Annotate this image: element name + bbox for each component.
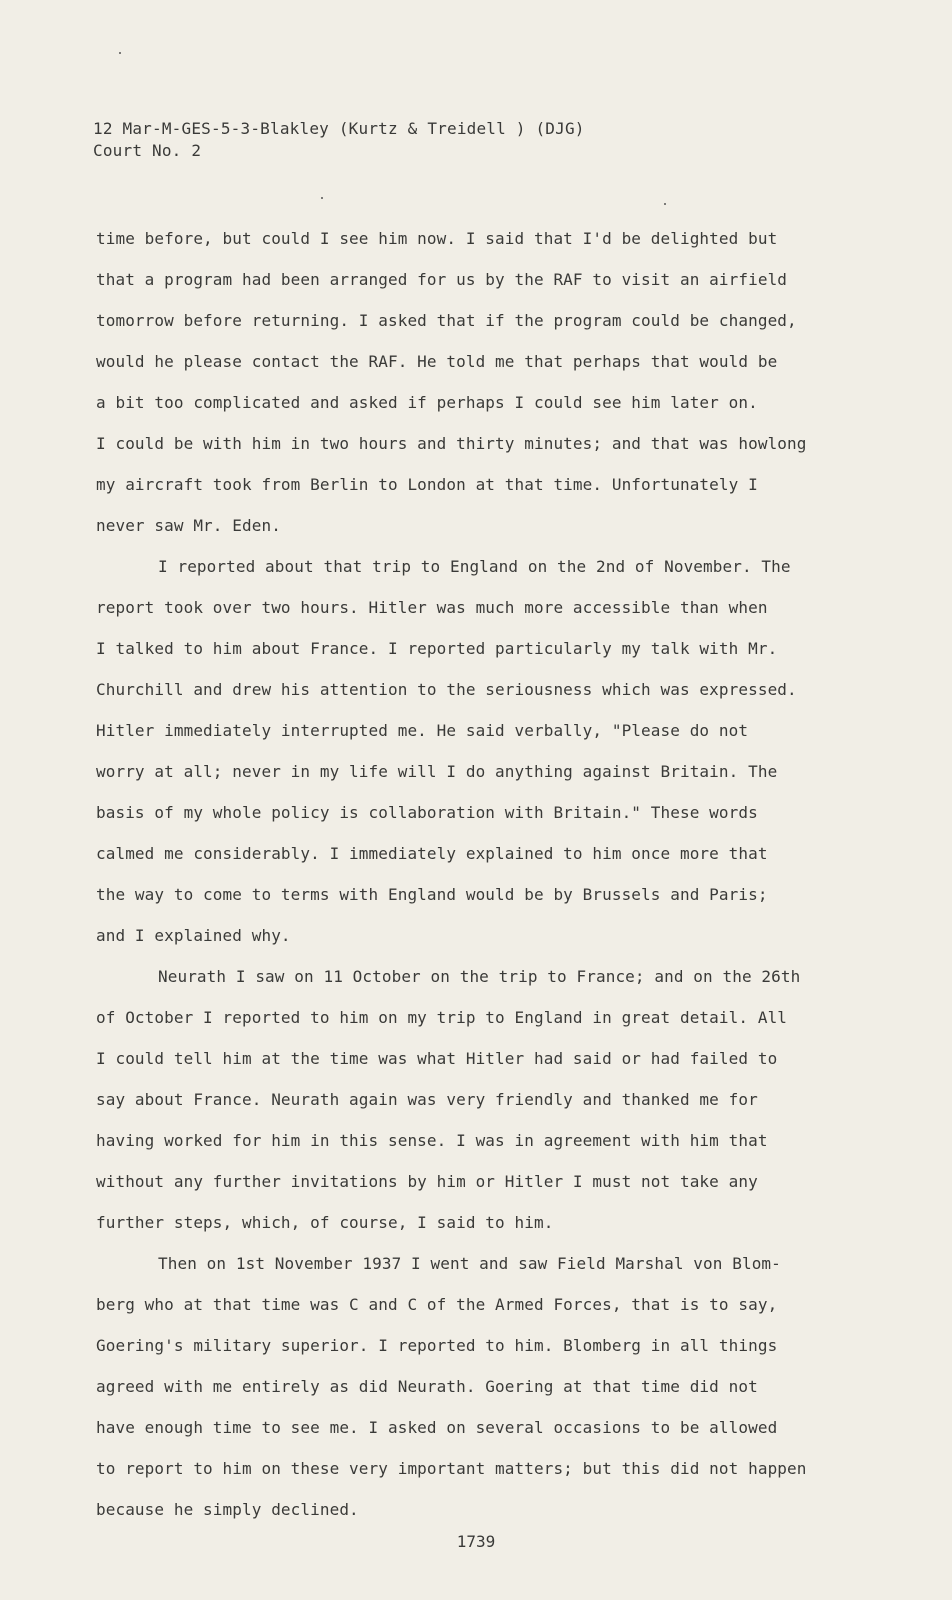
text-line: Then on 1st November 1937 I went and saw Field Marshal von Blom- bbox=[158, 1254, 781, 1273]
text-line: basis of my whole policy is collaboration with Britain." These words bbox=[96, 803, 758, 822]
paragraph bbox=[96, 1243, 856, 1530]
text-line: further steps, which, of course, I said to him. bbox=[96, 1213, 554, 1232]
text-line: worry at all; never in my life will I do anything against Britain. The bbox=[96, 762, 778, 781]
text-line: I reported about that trip to England on the 2nd of November. The bbox=[158, 557, 791, 576]
text-line: calmed me considerably. I immediately explained to him once more that bbox=[96, 844, 768, 863]
header-case-line: 12 Mar-M-GES-5-3-Blakley (Kurtz & Treidell ) (DJG) bbox=[93, 119, 585, 138]
paper-speck bbox=[321, 197, 323, 199]
text-line: of October I reported to him on my trip to England in great detail. All bbox=[96, 1008, 788, 1027]
text-line: have enough time to see me. I asked on several occasions to be allowed bbox=[96, 1418, 778, 1437]
text-line: would he please contact the RAF. He told me that perhaps that would be bbox=[96, 352, 778, 371]
text-line: my aircraft took from Berlin to London at that time. Unfortunately I bbox=[96, 475, 758, 494]
text-line: having worked for him in this sense. I was in agreement with him that bbox=[96, 1131, 768, 1150]
text-line: Churchill and drew his attention to the seriousness which was expressed. bbox=[96, 680, 797, 699]
paper-speck bbox=[664, 203, 666, 205]
text-line: because he simply declined. bbox=[96, 1500, 359, 1519]
text-line: berg who at that time was C and C of the Armed Forces, that is to say, bbox=[96, 1295, 778, 1314]
text-line: the way to come to terms with England would be by Brussels and Paris; bbox=[96, 885, 768, 904]
text-line: Hitler immediately interrupted me. He said verbally, "Please do not bbox=[96, 721, 749, 740]
document-body bbox=[96, 218, 856, 1530]
text-line: and I explained why. bbox=[96, 926, 291, 945]
text-line: I could tell him at the time was what Hitler had said or had failed to bbox=[96, 1049, 778, 1068]
document-header bbox=[93, 118, 585, 162]
text-line: I talked to him about France. I reported particularly my talk with Mr. bbox=[96, 639, 778, 658]
text-line: Goering's military superior. I reported to him. Blomberg in all things bbox=[96, 1336, 778, 1355]
paragraph bbox=[96, 546, 856, 956]
text-line: never saw Mr. Eden. bbox=[96, 516, 281, 535]
text-line: without any further invitations by him or Hitler I must not take any bbox=[96, 1172, 758, 1191]
text-line: a bit too complicated and asked if perhaps I could see him later on. bbox=[96, 393, 758, 412]
paragraph bbox=[96, 956, 856, 1243]
text-line: tomorrow before returning. I asked that if the program could be changed, bbox=[96, 311, 797, 330]
text-line: time before, but could I see him now. I said that I'd be delighted but bbox=[96, 229, 778, 248]
text-line: to report to him on these very important matters; but this did not happen bbox=[96, 1459, 807, 1478]
text-line: I could be with him in two hours and thirty minutes; and that was howlong bbox=[96, 434, 807, 453]
page-number: 1739 bbox=[456, 1532, 496, 1551]
paper-speck bbox=[119, 52, 121, 54]
header-court-line: Court No. 2 bbox=[93, 141, 202, 160]
text-line: say about France. Neurath again was very friendly and thanked me for bbox=[96, 1090, 758, 1109]
text-line: agreed with me entirely as did Neurath. Goering at that time did not bbox=[96, 1377, 758, 1396]
paragraph bbox=[96, 218, 856, 546]
text-line: that a program had been arranged for us by the RAF to visit an airfield bbox=[96, 270, 788, 289]
text-line: report took over two hours. Hitler was much more accessible than when bbox=[96, 598, 768, 617]
text-line: Neurath I saw on 11 October on the trip to France; and on the 26th bbox=[158, 967, 801, 986]
